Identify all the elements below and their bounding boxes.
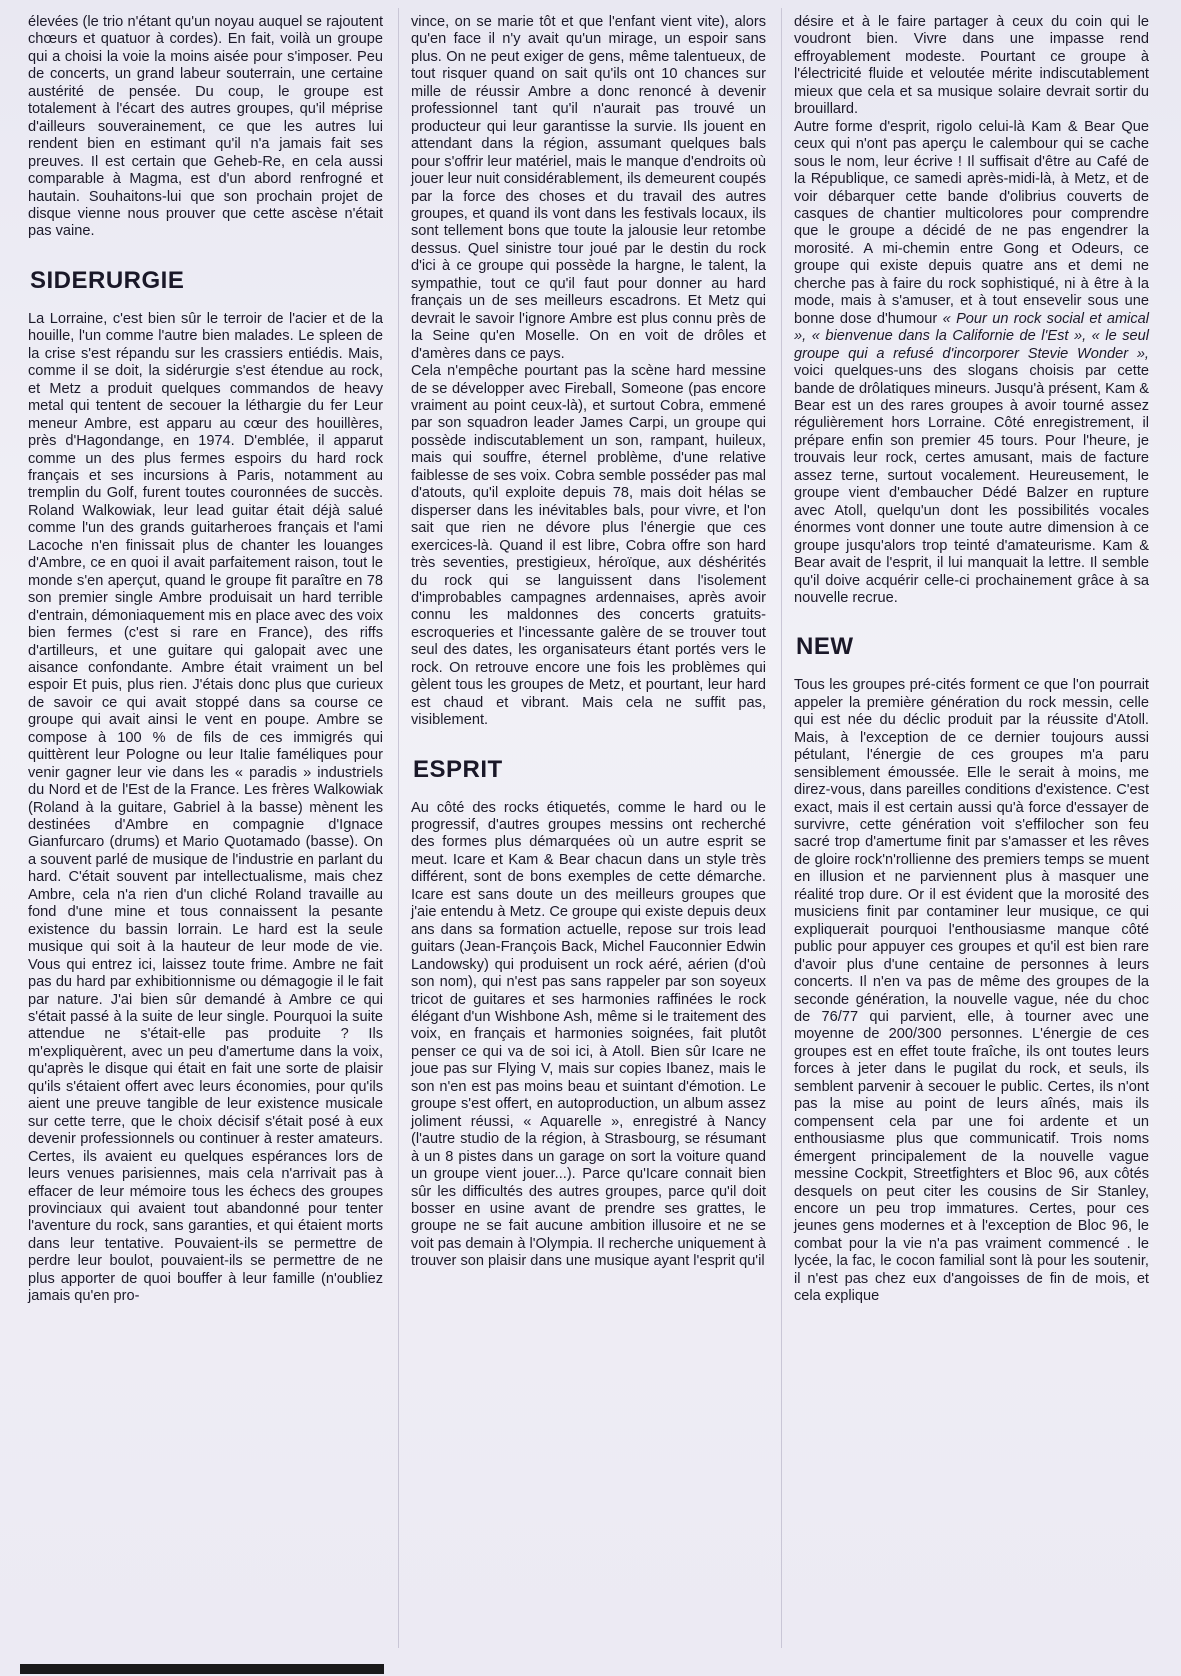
paragraph-new: Tous les groupes pré-cités forment ce que l'on pourrait appeler la première génération du rock messin, celle qui est née du déclic produit par la réussite d'Atoll. Mais, à l'exception de ce dernier toujours aussi pétulant, l'énergie de ces groupes m'a paru sensiblement émoussée. Elle le serait à moins, me direz-vous, dans pareilles conditions d'existence. C'est exact, mais il est certain aussi qu'à force d'essayer de survivre, cette génération voit s'effilocher son feu sacré trop d'amertume finit par s'amasser et les rêves de gloire rock'n'rollienne des premiers temps se muent en illusion et ne parviennent plus à masquer une réalité trop dure. Or il est évident que la morosité des musiciens finit par contaminer leur musique, ce qui expliquerait pourquoi l'enthousiasme manque côté public pour appuyer ces groupes et qu'il est bien rare d'avoir plus d'une centaine de personnes à leurs concerts. Il n'en va pas de même des groupes de la seconde génération, la nouvelle vague, née du choc de 76/77 qui parvient, elle, à tourner avec une moyenne de 200/300 personnes. L'énergie de ces groupes est en effet toute fraîche, ils ont toutes leurs forces à jeter dans le pugilat du rock, et seuls, ils semblent parvenir à secouer le public. Certes, ils n'ont pas la mise au point de leurs aînés, mais ils compensent cela par une foi ardente et un enthousiasme plus que communicatif. Trois noms émergent principalement de la nouvelle vague messine Cockpit, Streetfighters et Bloc 96, aux côtés desquels on peut citer les cousins de Sir Stanley, encore un peu trop immatures. Certes, pour ces jeunes gens modernes et à l'exception de Bloc 96, le combat pour la vie n'a pas vraiment commencé . le lycée, la fac, le cocon familial sont là pour les soutenir, il n'est pas chez eux d'angoisses de fin de mois, et cela explique	[794, 677, 1149, 1305]
kam-bear-text: Autre forme d'esprit, rigolo celui-là Kam & Bear Que ceux qui n'ont pas aperçu le calembour qui se cache sous le nom, leur écrive ! Il suffisait d'être au Café de la République, ce samedi après-midi-là, à Metz, et de voir débarquer cette bande d'olibrius couverts de casques de chantier multicolores pour comprendre que le groupe a décidé de ne pas engendrer la morosité. A mi-chemin entre Gong et Odeurs, ce groupe qui existe depuis quatre ans et demi ne cherche pas à faire du rock sophistiqué, ni à être à la mode, mais à s'amuser, et à tout ensevelir sous une bonne dose d'humour	[794, 118, 1149, 327]
paragraph-intro: élevées (le trio n'étant qu'un noyau auquel se rajoutent chœurs et quatuor à cordes). En fait, voilà un groupe qui a choisi la voie la moins aisée pour s'imposer. Peu de concerts, un grand labeur souterrain, une certaine austérité de pensée. Du coup, le groupe est totalement à l'écart des autres groupes, qu'il méprise d'ailleurs souverainement, ce que les autres lui rendent bien en estimant qu'il n'a jamais fait ses preuves. Il est certain que Geheb-Re, en cela aussi comparable à Magma, est d'un abord renfrogné et hautain. Souhaitons-lui que son prochain projet de disque vienne nous prouver que cette ascèse n'était pas vaine.	[28, 14, 383, 240]
column-divider	[398, 8, 399, 1648]
section-heading-esprit: ESPRIT	[413, 755, 503, 783]
section-heading-siderurgie: SIDERURGIE	[30, 266, 185, 294]
paragraph-cobra: Cela n'empêche pourtant pas la scène hard messine de se développer avec Fireball, Someone (pas encore vraiment au point ceux-là), et surtout Cobra, emmené par son squadron leader James Carpi, un groupe qui possède indiscutablement un son, rampant, huileux, mais qui souffre, éternel problème, d'une relative faiblesse de ses voix. Cobra semble posséder pas mal d'atouts, qu'il exploite depuis 78, mais doit hélas se disperser dans les inévitables bals, pour vivre, et l'on sait que rien ne dévore plus l'énergie que ces exercices-là. Quand il est libre, Cobra offre son hard très seventies, prestigieux, héroïque, aux déshérités du rock qui se languissent dans l'isolement d'improbables campagnes ardennaises, après avoir connu les maldonnes des concerts gratuits-escroqueries et l'incessante galère de se trouver tout seul des dates, les organisateurs étant portés vers le rock. On retrouve encore une fois les problèmes qui gèlent tous les groupes de Metz, et pourtant, leur hard est chaud et vibrant. Mais cela ne suffit pas, visiblement.	[411, 363, 766, 729]
article-column-1	[28, 14, 383, 1306]
bottom-rule	[20, 1664, 384, 1674]
article-column-2	[411, 14, 766, 1271]
paragraph-continued: vince, on se marie tôt et que l'enfant vient vite), alors qu'en face il n'y avait qu'un mirage, un espoir sans plus. On ne peut exiger de gens, même talentueux, de tout risquer quand on sait qu'ils ont 10 chances sur mille de réussir Ambre a donc renoncé à devenir professionnel tant qu'il n'aurait pas trouvé un producteur qui leur garantisse la survie. Ils jouent en attendant dans la région, assumant quelques bals pour s'offrir leur matériel, mais le manque d'endroits où jouer leur nuit considérablement, ils demeurent coupés par la force des choses et du travail des autres groupes, et quand ils vont dans les festivals locaux, ils sont tellement bons que toute la jalousie leur retombe dessus. Quel sinistre tour joué par le destin du rock d'ici à ce groupe qui possède la hargne, le talent, la sympathie, tout ce qu'il faut pour donner au hard français un de ses meilleurs escadrons. Et Metz qui devrait le savoir l'ignore Ambre est plus connu près de la Seine qu'en Moselle. On en voit de drôles et d'amères dans ce pays.	[411, 14, 766, 362]
paragraph-esprit: Au côté des rocks étiquetés, comme le hard ou le progressif, d'autres groupes messins ont recherché des formes plus démarquées où un autre esprit se meut. Icare et Kam & Bear chacun dans un style très différent, sont de bons exemples de cette démarche. Icare est sans doute un des meilleurs groupes que j'aie entendu à Metz. Ce groupe qui existe depuis deux ans dans sa formation actuelle, repose sur trois lead guitars (Jean-François Back, Michel Fauconnier Edwin Landowsky) qui produisent un rock aéré, aérien (d'où son nom), qui n'est pas sans rappeler par son soyeux tricot de guitares et ses harmonies raffinées le rock élégant d'un Wishbone Ash, même si le traitement des voix, en français et harmonies soignées, fait plutôt penser ce qui va de soi ici, à Atoll. Bien sûr Icare ne joue pas sur Flying V, mais sur copies Ibanez, mais le son n'en est pas moins beau et suintant d'émotion. Le groupe s'est offert, en autoproduction, un album assez joliment réussi, « Aquarelle », enregistré à Nancy (l'autre studio de la région, à Strasbourg, se résumant à un 8 pistes dans un garage on sort la voiture quand un groupe vient jouer...). Parce qu'Icare connait bien sûr les difficultés des autres groupes, parce qu'il doit bosser en usine avant de prendre ses grattes, le groupe ne se fait aucune ambition illusoire et ne se voit pas demain à l'Olympia. Il recherche uniquement à trouver son plaisir dans une musique ayant l'esprit qu'il	[411, 799, 766, 1270]
paragraph-siderurgie: La Lorraine, c'est bien sûr le terroir de l'acier et de la houille, l'un comme l'autre bien malades. Le spleen de la crise s'est répandu sur les crassiers entiédis. Mais, comme il se doit, la sidérurgie s'est étendue au rock, et Metz a produit quelques commandos de heavy metal qui tentent de secouer la léthargie du fer Leur meneur Ambre, est apparu au cœur des houillères, près d'Hagondange, en 1974. D'emblée, il apparut comme un des plus fermes espoirs du hard rock français et ses incursions à Paris, notamment au tremplin du Golf, furent toutes couronnées de succès. Roland Walkowiak, leur lead guitar était déjà salué comme l'un des grands guitarheroes français et l'ami Lacoche n'en finissait plus de chanter les louanges d'Ambre, ce en quoi il avait parfaitement raison, tout le monde s'en aperçut, quand le groupe fit paraître en 78 son premier single Ambre produisait un hard terrible d'entrain, démoniaquement mis en place avec des voix bien fermes (c'est si rare en France), des riffs d'artilleurs, et une guitare qui galopait avec une aisance confondante. Ambre était vraiment un bel espoir Et puis, plus rien. J'étais donc plus que curieux de savoir ce qui avait stoppé dans sa course ce groupe qui avait ainsi le vent en poupe. Ambre se compose à 100 % de fils de ces immigrés qui quittèrent leur Pologne ou leur Italie faméliques pour venir gagner leur vie dans les « paradis » industriels du Nord et de l'Est de la France. Les frères Walkowiak (Roland à la guitare, Gabriel à la basse) mènent les destinées d'Ambre en compagnie d'Ignace Gianfurcaro (drums) et Mario Quotamado (basse). On a souvent parlé de musique de l'industrie en parlant du hard. C'était souvent par intellectualisme, mais chez Ambre, cela n'a rien d'un cliché Roland travaille au fond d'une mine et tous connaissent la pesante existence du bassin lorrain. Le hard est la seule musique qui soit à la hauteur de leur mode de vie. Vous qui entrez ici, laissez toute frime. Ambre ne fait pas du hard par exhibitionnisme ou démagogie il le fait par nature. J'ai bien sûr demandé à Ambre ce qui s'était passé à la suite de leur single. Pourquoi la suite attendue ne s'était-elle pas produite ? Ils m'expliquèrent, avec un peu d'amertume dans la voix, qu'après le disque qui était en fait une sorte de plaisir qu'ils s'étaient offert avec leurs économies, pour qu'ils aient une preuve tangible de leur existence musicale sur cette terre, que le choix décisif s'était posé à eux devenir professionnels ou continuer à rester amateurs. Certes, ils avaient eu quelques espérances lors de leurs venues parisiennes, mais cela n'arrivait pas à effacer de leur mémoire tous les échecs des groupes provinciaux qui avaient tout abandonné pour tenter l'aventure du rock, sans garanties, et qui étaient morts dans leur tentative. Pouvaient-ils se permettre de perdre leur boulot, pouvaient-ils se permettre de ne plus apporter de quoi bouffer à leur famille (n'oubliez jamais qu'en pro-	[28, 310, 383, 1305]
column-divider	[781, 8, 782, 1648]
slogans-quote: « Pour un rock social et amical », « bienvenue dans la Californie de l'Est », « le seul groupe qui a refusé d'incorporer Stevie Wonder »,	[794, 310, 1149, 362]
paragraph-kam-bear	[794, 119, 1149, 608]
kam-bear-text-continued: voici quelques-uns des slogans choisis par cette bande de drôlatiques mineurs. Jusqu'à présent, Kam & Bear est un des rares groupes à avoir tourné assez régulièrement hors Lorraine. Côté enregistrement, il prépare enfin son premier 45 tours. Pour l'heure, je trouvais leur rock, certes amusant, mais de facture assez terne, surtout vocalement. Heureusement, le groupe vient d'embaucher Dédé Balzer en rupture avec Atoll, quelqu'un dont les possibilités vocales énormes vont donner une toute autre dimension à ce groupe jusqu'alors trop teinté d'amateurisme. Kam & Bear avait de l'esprit, il lui manquait la lettre. Il semble qu'il doive acquérir celle-ci prochainement grâce à sa nouvelle recrue.	[794, 363, 1149, 606]
section-heading-new: NEW	[796, 633, 854, 661]
article-column-3	[794, 14, 1149, 1306]
paragraph-continued: désire et à le faire partager à ceux du coin qui le voudront bien. Vivre dans une impasse rend effroyablement modeste. Pourtant ce groupe à l'électricité fluide et veloutée mérite indiscutablement mieux que cela et sa musique solaire devrait sortir du brouillard.	[794, 14, 1149, 118]
